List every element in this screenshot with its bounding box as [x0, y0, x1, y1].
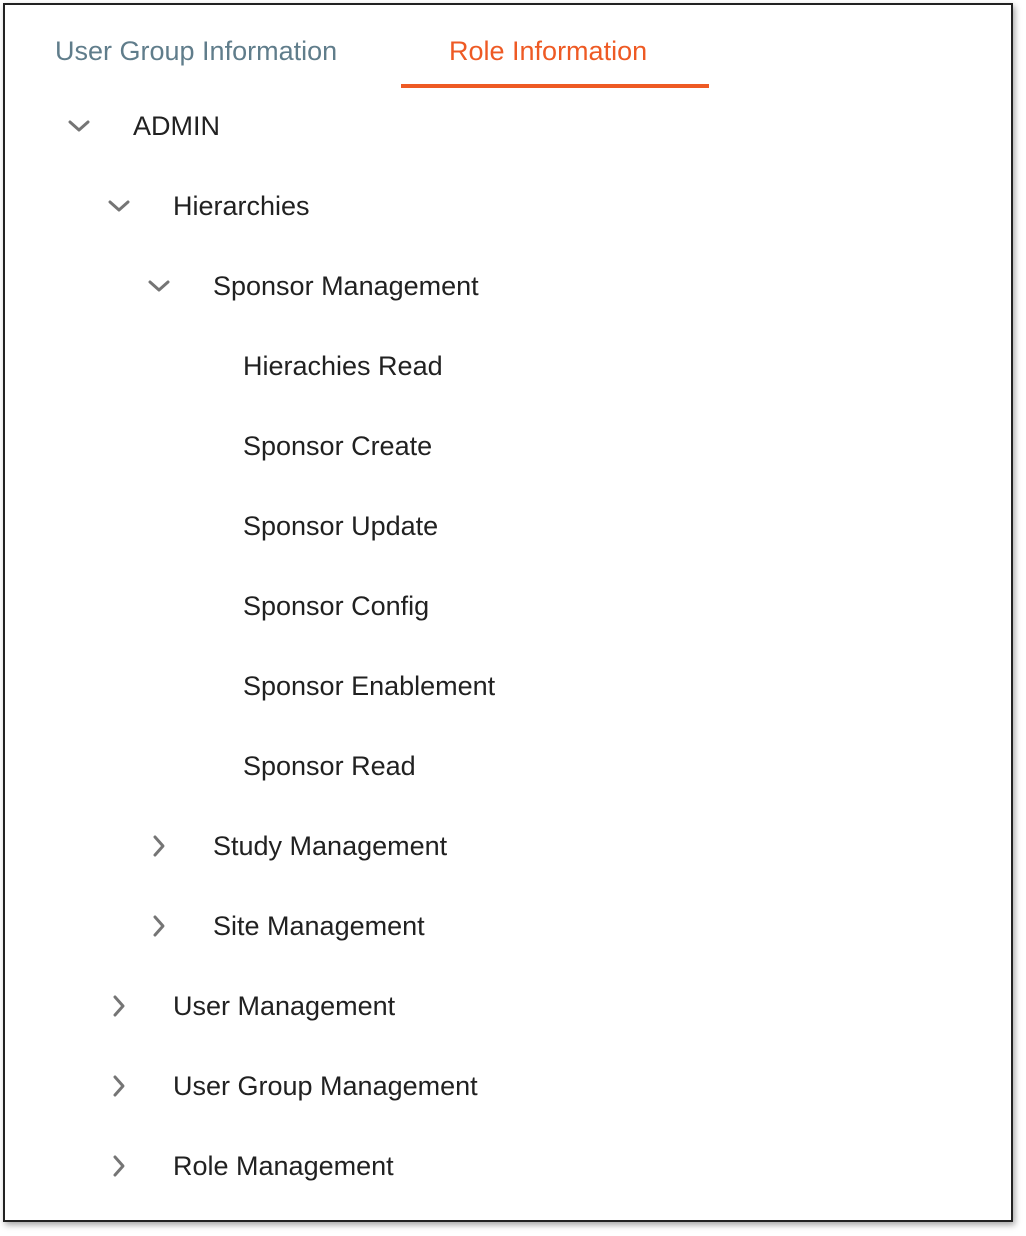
tree-node-label: Site Management	[213, 911, 425, 941]
tree-leaf-label: Sponsor Read	[243, 751, 416, 781]
tree-node-role-management[interactable]	[103, 1136, 963, 1196]
tree-node-label: User Management	[173, 991, 396, 1021]
tab-user-group-information[interactable]: User Group Information	[55, 36, 338, 66]
chevron-right-icon[interactable]	[107, 994, 131, 1018]
tree-leaf-label: Sponsor Enablement	[243, 671, 496, 701]
active-tab-indicator	[401, 84, 709, 88]
chevron-right-icon[interactable]	[147, 834, 171, 858]
tree-leaf-label: Sponsor Create	[243, 431, 433, 461]
chevron-right-icon[interactable]	[107, 1074, 131, 1098]
tree-leaf-sponsor-create[interactable]	[243, 416, 963, 476]
tree-node-label: ADMIN	[133, 111, 220, 141]
tree-node-user-group-management[interactable]	[103, 1056, 963, 1116]
chevron-right-icon[interactable]	[107, 1154, 131, 1178]
tree-node-study-management[interactable]	[143, 816, 963, 876]
tree-leaf-sponsor-config[interactable]	[243, 576, 963, 636]
tree-node-site-management[interactable]	[143, 896, 963, 956]
tree-node-hierarchies[interactable]	[103, 176, 963, 236]
tree-leaf-label: Sponsor Update	[243, 511, 439, 541]
tree-leaf-sponsor-enablement[interactable]	[243, 656, 963, 716]
tree-leaf-label: Hierachies Read	[243, 351, 443, 381]
tree-node-user-management[interactable]	[103, 976, 963, 1036]
tree-leaf-hierachies-read[interactable]	[243, 336, 963, 396]
tree-node-label: Study Management	[213, 831, 448, 861]
tree-leaf-sponsor-update[interactable]	[243, 496, 963, 556]
role-tree-panel	[3, 3, 1013, 1222]
chevron-down-icon[interactable]	[147, 274, 171, 298]
tree-node-label: Role Management	[173, 1151, 394, 1181]
tree-node-admin[interactable]	[63, 96, 963, 156]
tab-role-information[interactable]: Role Information	[449, 36, 648, 66]
chevron-right-icon[interactable]	[147, 914, 171, 938]
tree-leaf-label: Sponsor Config	[243, 591, 430, 621]
tree-node-label: Hierarchies	[173, 191, 310, 221]
tree-node-sponsor-management[interactable]	[143, 256, 963, 316]
tree-node-label: User Group Management	[173, 1071, 478, 1101]
tree-node-label: Sponsor Management	[213, 271, 479, 301]
chevron-down-icon[interactable]	[107, 194, 131, 218]
chevron-down-icon[interactable]	[67, 114, 91, 138]
tree-leaf-sponsor-read[interactable]	[243, 736, 963, 796]
